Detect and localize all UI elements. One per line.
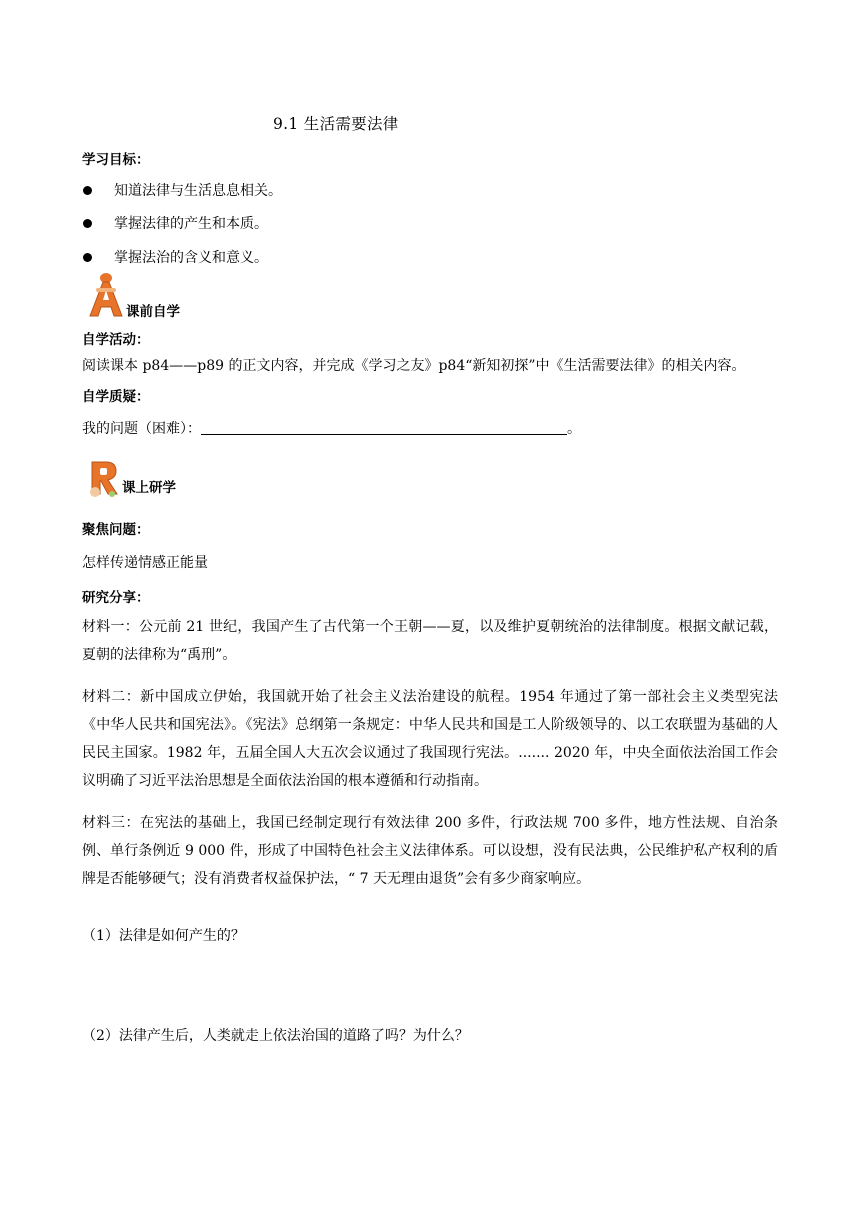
objectives-heading: 学习目标： (82, 152, 150, 168)
section-label: 课上研学 (122, 480, 176, 496)
bullet-icon (83, 219, 92, 228)
section-header-pre-study (86, 272, 180, 318)
bullet-icon (83, 253, 92, 262)
letter-a-mascot-icon (86, 272, 126, 318)
objective-text: 掌握法律的产生和本质。 (114, 216, 268, 232)
self-activity-text: 阅读课本 p84——p89 的正文内容，并完成《学习之友》p84“新知初探”中《生活需要法律》的相关内容。 (82, 358, 746, 374)
section-label: 课前自学 (126, 304, 180, 320)
material-two: 材料二：新中国成立伊始，我国就开始了社会主义法治建设的航程。1954 年通过了第一部社会主义类型宪法《中华人民共和国宪法》。《宪法》总纲第一条规定：中华人民共和国是工人阶级领导的、以工农联盟为基础的人民民主国家。1982 年，五届全国人大五次会议通过了我国现行宪法。....... 2020 年，中央全面依法治国工作会议明确了习近平法治思想是全面依法治国的根本遵循和行动指南。 (82, 689, 778, 789)
focus-heading: 聚焦问题： (82, 522, 150, 538)
question-one: （1）法律是如何产生的？ (82, 928, 245, 944)
question-two: （2）法律产生后，人类就走上依法治国的道路了吗？为什么？ (82, 1028, 469, 1044)
my-question-end: 。 (567, 421, 581, 437)
objective-item (82, 247, 268, 267)
my-question-row (82, 418, 581, 438)
letter-r-mascot-icon (86, 458, 122, 498)
my-question-label: 我的问题（困难）： (82, 421, 201, 437)
answer-blank[interactable] (201, 420, 567, 435)
self-activity-heading: 自学活动： (82, 332, 150, 348)
objective-item (82, 180, 282, 200)
material-three: 材料三：在宪法的基础上，我国已经制定现行有效法律 200 多件，行政法规 700 多件，地方性法规、自治条例、单行条例近 9 000 件，形成了中国特色社会主义法律体系。可以设想，没有民法典，公民维护私产权利的盾牌是否能够硬气；没有消费者权益保护法，“ 7 天无理由退货”会有多少商家响应。 (82, 815, 778, 887)
focus-text: 怎样传递情感正能量 (82, 555, 208, 571)
objective-text: 知道法律与生活息息相关。 (114, 183, 282, 199)
page-title: 9.1 生活需要法律 (273, 115, 399, 133)
research-heading: 研究分享： (82, 590, 150, 606)
self-question-heading: 自学质疑： (82, 389, 150, 405)
objective-text: 掌握法治的含义和意义。 (114, 250, 268, 266)
objective-item (82, 213, 268, 233)
section-header-in-class (86, 458, 176, 498)
material-one: 材料一：公元前 21 世纪，我国产生了古代第一个王朝——夏，以及维护夏朝统治的法律制度。根据文献记载，夏朝的法律称为“禹刑”。 (82, 619, 778, 663)
bullet-icon (83, 186, 92, 195)
